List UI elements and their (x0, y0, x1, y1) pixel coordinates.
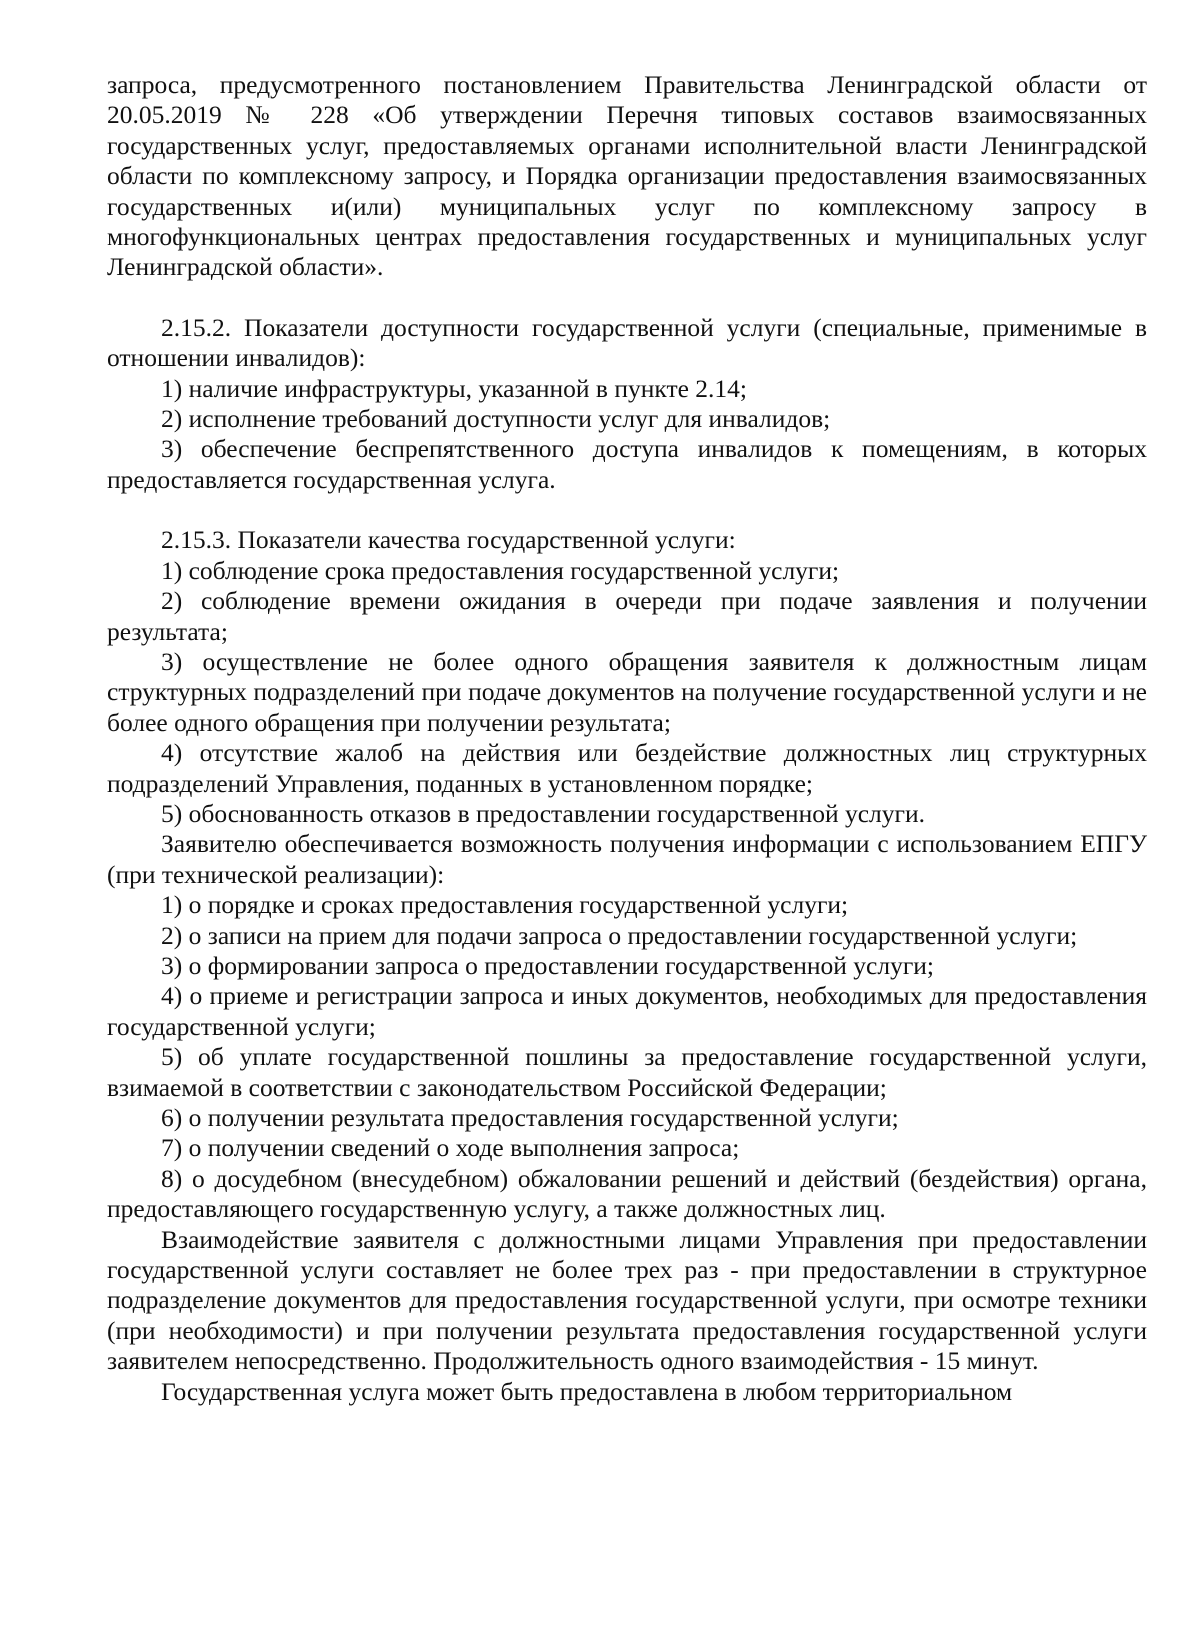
list-item: 4) отсутствие жалоб на действия или бездействие должностных лиц структурных подразделений Управления, поданных в установленном порядке; (107, 738, 1147, 798)
document-page (107, 70, 1147, 1407)
list-item: 8) о досудебном (внесудебном) обжаловании решений и действий (бездействия) органа, предоставляющего государственную услугу, а также должностных лиц. (107, 1163, 1147, 1224)
paragraph-2-15-2: 2.15.2. Показатели доступности государственной услуги (специальные, применимые в отношении инвалидов): (107, 312, 1147, 373)
list-item: 1) наличие инфраструктуры, указанной в пункте 2.14; (161, 373, 747, 403)
list-item: 3) о формировании запроса о предоставлении государственной услуги; (161, 950, 935, 980)
paragraph-epgu: Заявителю обеспечивается возможность получения информации с использованием ЕПГУ (при технической реализации): (107, 829, 1147, 889)
paragraph-2-15-3: 2.15.3. Показатели качества государственной услуги: (161, 525, 736, 555)
list-item: 2) соблюдение времени ожидания в очереди при подаче заявления и получении результата; (107, 586, 1147, 646)
paragraph-continuation: запроса, предусмотренного постановлением Правительства Ленинградской области от 20.05.2019 № 228 «Об утверждении Перечня типовых составов взаимосвязанных государственных услуг, предоставляемых органами исполнительной власти Ленинградской области по комплексному запросу, и Порядка организации предоставления взаимосвязанных государственных и(или) муниципальных услуг по комплексному запросу в многофункциональных центрах предоставления государственных и муниципальных услуг Ленинградской области». (107, 70, 1147, 282)
list-item: 5) обоснованность отказов в предоставлении государственной услуги. (161, 798, 926, 828)
list-item: 1) соблюдение срока предоставления государственной услуги; (161, 555, 840, 585)
paragraph-interaction: Взаимодействие заявителя с должностными лицами Управления при предоставлении государственной услуги составляет не более трех раз - при предоставлении в структурное подразделение документов для предоставления государственной услуги, при осмотре техники (при необходимости) и при получении результата предоставления государственной услуги заявителем непосредственно. Продолжительность одного взаимодействия - 15 минут. (107, 1224, 1147, 1376)
list-item: 7) о получении сведений о ходе выполнения запроса; (161, 1133, 740, 1163)
list-item: 3) осуществление не более одного обращения заявителя к должностным лицам структурных подразделений при подаче документов на получение государственной услуги и не более одного обращения при получении результата; (107, 646, 1147, 737)
list-item: 2) о записи на прием для подачи запроса о предоставлении государственной услуги; (161, 920, 1078, 950)
list-item: 3) обеспечение беспрепятственного доступа инвалидов к помещениям, в которых предоставляется государственная услуга. (107, 434, 1147, 494)
list-item: 4) о приеме и регистрации запроса и иных документов, необходимых для предоставления государственной услуги; (107, 981, 1147, 1041)
list-item: 1) о порядке и сроках предоставления государственной услуги; (161, 890, 849, 920)
list-item: 6) о получении результата предоставления государственной услуги; (161, 1103, 899, 1132)
list-item: 2) исполнение требований доступности услуг для инвалидов; (161, 404, 831, 434)
paragraph-territorial: Государственная услуга может быть предоставлена в любом территориальном (161, 1376, 1013, 1406)
list-item: 5) об уплате государственной пошлины за предоставление государственной услуги, взимаемой в соответствии с законодательством Российской Федерации; (107, 1042, 1147, 1102)
